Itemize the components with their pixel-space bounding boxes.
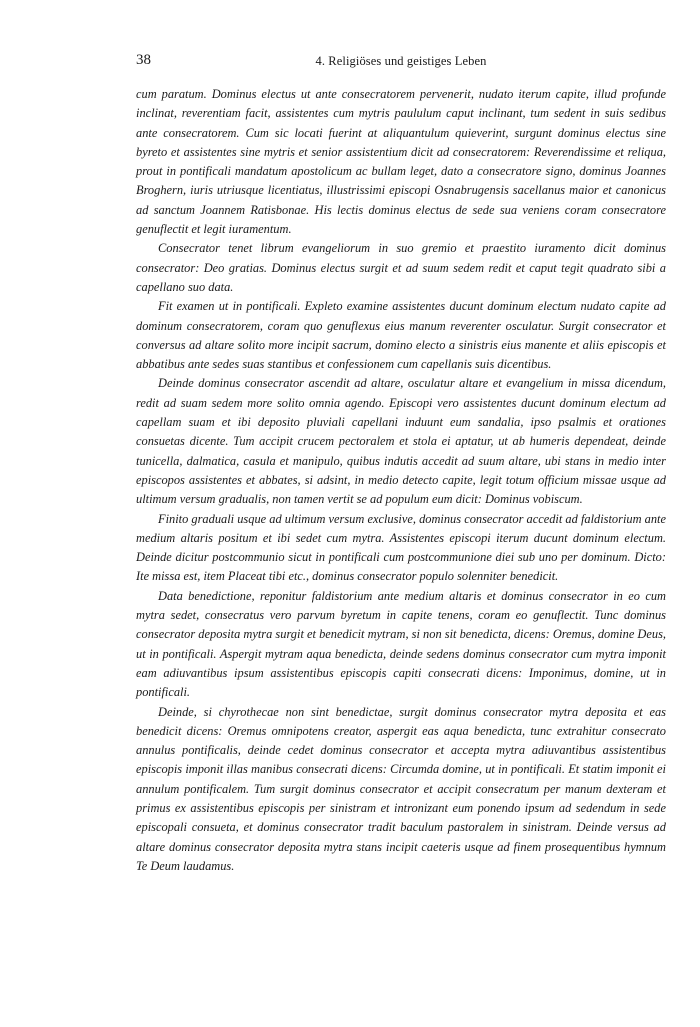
paragraph: Deinde dominus consecrator ascendit ad altare, osculatur altare et evangelium in missa dicendum, redit ad suam sedem more solito omnia agendo. Episcopi vero assistentes ducunt dominum electum ad capellam suam et ibi deposito pluviali capellani induunt eum sandalia, ipso psalmis et orationes consuetas dicente. Tum accipit crucem pectoralem et stola ei aptatur, ut ab humeris dependeat, deinde tunicella, dalmatica, casula et manipulo, quibus indutis accedit ad suum altare, ubi stans in medio inter episcopos assistentes et abbates, si adsint, in medio detecto capite, legit totum officium missae usque ad ultimum versum gradualis, non tamen vertit se ad populum eum dicit: Dominus vobiscum.	[136, 376, 666, 507]
paragraph: Deinde, si chyrothecae non sint benedictae, surgit dominus consecrator mytra deposita et eas benedicit dicens: Oremus omnipotens creator, aspergit eas aqua benedicta, tunc extrahitur consecrato annulus pontificalis, deinde cedet dominus consecrator et accepta mytra adiuvantibus assistentibus episcopis imponit illas manibus consecrati dicens: Circumda domine, ut in pontificali. Et statim imponit ei annulum pontificalem. Tum surgit dominus consecrator et accipit consecratum per manum dexteram et primus ex assistentibus episcopis per sinistram et intronizant eum ponendo ipsum ad sedendum in sede episcopali consueta, et dominus consecrator tradit baculum pastoralem in sinistram. Deinde versus ad altare dominus consecrator deposita mytra stans incipit caeteris usque ad finem prosequentibus hymnum Te Deum laudamus.	[136, 704, 666, 873]
page-number: 38	[136, 52, 151, 68]
paragraph: cum paratum. Dominus electus ut ante consecratorem pervenerit, nudato iterum capite, illud profunde inclinat, reverentiam facit, assistentes cum mytris paululum caput inclinant, tum sedent in suis sedibus ante consecratorem. Cum sic locati fuerint at aliquantulum quieverint, surgunt dominus electus sine byreto et assistentes sine mytris et senior assistentium dicit ad consecratorem: Reverendissime et reliqua, prout in pontificali mandatum apostolicum ac bullam leget, dato a consecratore signo, dominus Joannes Broghern, iuris utriusque licentiatus, illustrissimi episcopi Osnabrugensis sacellanus maior et canonicus ad sanctum Joannem Ratisbonae. His lectis dominus electus de sede sua veniens coram consecratore genuflectit et legit iuramentum.	[136, 87, 666, 237]
paragraph: Fit examen ut in pontificali. Expleto examine assistentes ducunt dominum electum nudato capite ad dominum consecratorem, coram quo genuflexus eius manum reverenter osculatur. Surgit consecrator et conversus ad altare solito more incipit sacrum, domino electo a sinistris eius manente et aliis episcopis et abbatibus ante sedes suas stantibus et confessionem cum capellanis suis dicentibus.	[136, 299, 666, 372]
paragraph: Finito graduali usque ad ultimum versum exclusive, dominus consecrator accedit ad faldistorium ante medium altaris positum et ibi sedet cum mytra. Assistentes episcopi iterum ducunt dominum electum. Deinde dicitur postcommunio sicut in pontificali cum postcommunione diei sub uno per dominum. Dicto: Ite missa est, item Placeat tibi etc., dominus consecrator populo solenniter benedicit.	[136, 511, 666, 584]
paragraph: Consecrator tenet librum evangeliorum in suo gremio et praestito iuramento dicit dominus consecrator: Deo gratias. Dominus electus surgit et ad suum sedem redit et caput tegit quadrato sibi a capellano suo data.	[136, 241, 666, 294]
paragraph: Data benedictione, reponitur faldistorium ante medium altaris et dominus consecrator in eo cum mytra sedet, consecratus vero parvum byretum in capite tenens, coram eo genuflectit. Tunc dominus consecrator deposita mytra surgit et benedicit mytram, si non sit benedicta, dicens: Oremus, domine Deus, ut in pontificali. Aspergit mytram aqua benedicta, deinde sedens dominus consecrator cum mytra imponit eam adiuvantibus ipsum assistentibus episcopis capiti consecrati dicens: Imponimus, domine, ut in pontificali.	[136, 588, 666, 700]
page-header	[136, 52, 666, 72]
body-text	[136, 85, 666, 876]
running-head: 4. Religiöses und geistiges Leben	[315, 54, 487, 68]
